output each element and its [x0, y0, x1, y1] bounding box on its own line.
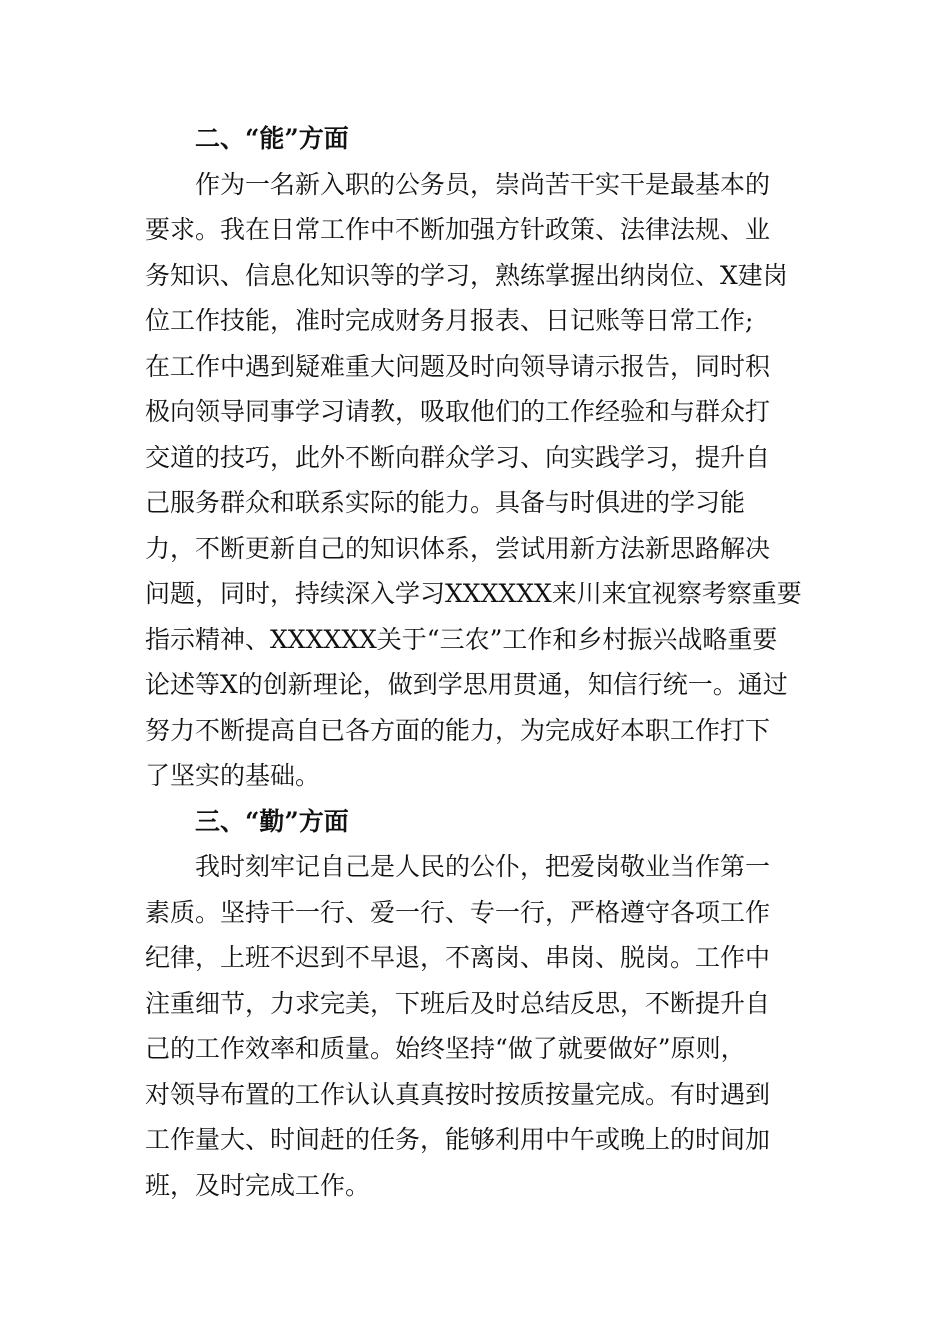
paragraph-line: 作为一名新入职的公务员，崇尚苦干实干是最基本的: [195, 169, 771, 199]
paragraph-line: 班，及时完成工作。: [145, 1170, 371, 1200]
document-body: [145, 116, 810, 1208]
paragraph-line: 力，不断更新自己的知识体系，尝试用新方法新思路解决: [145, 533, 771, 563]
paragraph-line: 注重细节，力求完美，下班后及时总结反思，不断提升自: [145, 988, 771, 1018]
section-3-paragraph: [145, 844, 810, 1208]
paragraph-line: 指示精神、XXXXXX关于“三农”工作和乡村振兴战略重要: [145, 624, 778, 654]
paragraph-line: 己服务群众和联系实际的能力。具备与时俱进的学习能: [145, 488, 746, 517]
paragraph-line: 工作量大、时间赶的任务，能够利用中午或晚上的时间加: [145, 1125, 771, 1154]
paragraph-line: 了坚实的基础。: [145, 761, 321, 790]
paragraph-line: 对领导布置的工作认认真真按时按质按量完成。有时遇到: [145, 1079, 771, 1109]
paragraph-line: 要求。我在日常工作中不断加强方针政策、法律法规、业: [145, 215, 771, 244]
paragraph-line: 问题，同时，持续深入学习XXXXXX来川来宜视察考察重要: [145, 579, 802, 608]
section-3-heading: 三、“勤”方面: [195, 806, 349, 836]
paragraph-line: 纪律，上班不迟到不早退，不离岗、串岗、脱岗。工作中: [145, 943, 771, 972]
section-2-paragraph: [145, 162, 810, 799]
paragraph-line: 交道的技巧，此外不断向群众学习、向实践学习，提升自: [145, 442, 771, 472]
paragraph-line: 我时刻牢记自己是人民的公仆，把爱岗敬业当作第一: [195, 852, 771, 881]
paragraph-line: 己的工作效率和质量。始终坚持“做了就要做好”原则，: [145, 1034, 746, 1063]
paragraph-line: 论述等X的创新理论，做到学思用贯通，知信行统一。通过: [145, 670, 788, 699]
paragraph-line: 在工作中遇到疑难重大问题及时向领导请示报告，同时积: [145, 351, 771, 381]
paragraph-line: 极向领导同事学习请教，吸取他们的工作经验和与群众打: [145, 397, 771, 426]
section-2-heading: 二、“能”方面: [195, 124, 349, 153]
paragraph-line: 位工作技能，准时完成财务月报表、日记账等日常工作;: [145, 306, 754, 335]
paragraph-line: 努力不断提高自已各方面的能力，为完成好本职工作打下: [145, 715, 771, 745]
paragraph-line: 素质。坚持干一行、爱一行、专一行，严格遵守各项工作: [145, 897, 771, 927]
paragraph-line: 务知识、信息化知识等的学习，熟练掌握出纳岗位、X建岗: [145, 260, 788, 290]
